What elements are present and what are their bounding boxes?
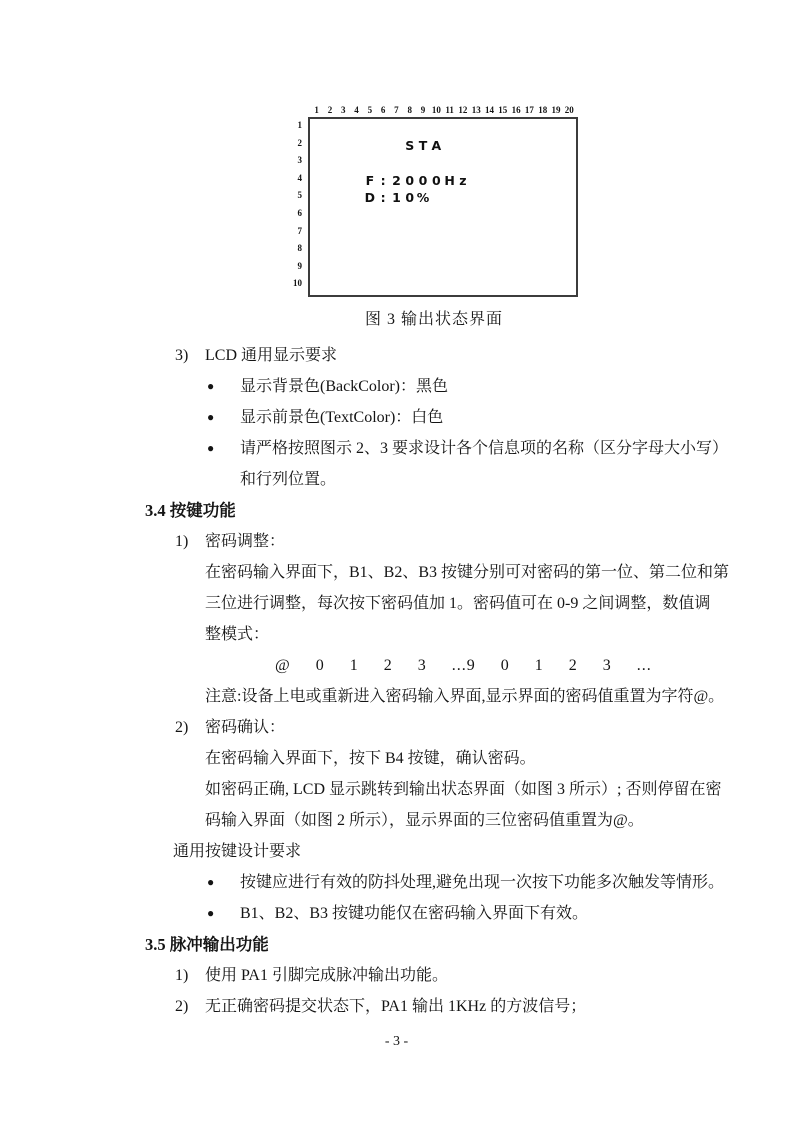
- bullet-icon: ●: [207, 441, 215, 455]
- lcd-char: 2: [392, 172, 401, 188]
- numbered-item: [175, 340, 793, 371]
- item-text: 密码确认：: [205, 719, 286, 736]
- lcd-text-line: [363, 172, 469, 190]
- lcd-char: 0: [431, 172, 441, 188]
- paragraph-line: 三位进行调整，每次按下密码值加 1。密码值可在 0-9 之间调整，数值调: [205, 595, 711, 612]
- grid-row-label: 5: [297, 190, 302, 201]
- grid-col-label: 16: [511, 105, 521, 115]
- grid-col-label: 17: [524, 105, 534, 115]
- paragraph-line: 注意:设备上电或重新进入密码输入界面,显示界面的密码值重置为字符@。: [205, 688, 725, 705]
- lcd-char: 1: [392, 190, 401, 206]
- grid-row-labels: [288, 117, 308, 297]
- grid-col-label: 3: [340, 105, 346, 115]
- numbered-item: [175, 960, 793, 991]
- paragraph-line: 码输入界面（如图 2 所示），显示界面的三位密码值重置为@。: [205, 812, 644, 829]
- lcd-text-line: [403, 137, 443, 155]
- numbered-item: [175, 526, 793, 557]
- section-heading: 3.5 脉冲输出功能: [145, 935, 269, 954]
- grid-col-label: 7: [394, 105, 399, 115]
- bullet-line: 显示前景色(TextColor)：白色: [240, 409, 444, 426]
- subsection-label: 通用按键设计要求: [173, 843, 302, 860]
- grid-row-label: 2: [297, 137, 302, 148]
- grid-col-label: 5: [367, 105, 373, 115]
- grid-col-label: 20: [564, 105, 574, 115]
- item-text: 使用 PA1 引脚完成脉冲输出功能。: [205, 967, 448, 984]
- bullet-lines: [240, 867, 724, 898]
- grid-column-labels: [310, 103, 580, 117]
- value-sequence: @ 0 1 2 3 ...9 0 1 2 3 ...: [275, 657, 652, 674]
- lcd-char: S: [405, 137, 415, 153]
- paragraph-line: 如密码正确, LCD 显示跳转到输出状态界面（如图 3 所示）; 否则停留在密: [205, 781, 722, 798]
- bullet-line: 显示背景色(BackColor)：黑色: [240, 378, 448, 395]
- document-body: [0, 340, 793, 1022]
- lcd-char: z: [459, 172, 467, 188]
- lcd-char: F: [365, 172, 375, 188]
- bullet-item: [207, 867, 793, 898]
- lcd-char: 0: [418, 172, 428, 188]
- lcd-char: 0: [405, 190, 415, 206]
- bullet-item: [207, 371, 793, 402]
- grid-col-label: 2: [327, 105, 333, 115]
- lcd-grid: [288, 117, 580, 297]
- item-number: 1): [175, 967, 189, 984]
- grid-col-label: 12: [458, 105, 468, 115]
- lcd-char: H: [444, 172, 455, 188]
- numbered-item: [175, 712, 793, 743]
- item-number: 1): [175, 533, 189, 550]
- grid-row-label: 9: [297, 260, 302, 271]
- bullet-item: [207, 402, 793, 433]
- item-text: 密码调整：: [205, 533, 286, 550]
- paragraph-line: 在密码输入界面下，按下 B4 按键，确认密码。: [205, 750, 536, 767]
- lcd-text-line: [363, 189, 429, 207]
- section-heading: 3.4 按键功能: [145, 501, 236, 520]
- grid-row-label: 8: [297, 243, 302, 254]
- grid-col-label: 15: [498, 105, 508, 115]
- lcd-char: :: [380, 190, 386, 206]
- bullet-lines: [240, 898, 588, 929]
- paragraph-line: 在密码输入界面下，B1、B2、B3 按键分别可对密码的第一位、第二位和第: [205, 564, 730, 581]
- grid-col-label: 14: [485, 105, 494, 115]
- lcd-char: A: [431, 137, 442, 153]
- grid-col-label: 19: [551, 105, 561, 115]
- item-number: 2): [175, 719, 189, 736]
- lcd-char: T: [418, 137, 428, 153]
- grid-col-label: 8: [407, 105, 412, 115]
- grid-col-label: 10: [431, 105, 441, 115]
- bullet-icon: ●: [207, 410, 215, 424]
- grid-row-label: 3: [297, 155, 302, 166]
- lcd-char: %: [416, 190, 430, 206]
- item-text: 无正确密码提交状态下，PA1 输出 1KHz 的方波信号；: [205, 998, 587, 1015]
- grid-row-label: 7: [297, 225, 302, 236]
- grid-col-label: 11: [445, 105, 454, 115]
- bullet-line: 请严格按照图示 2、3 要求设计各个信息项的名称（区分字母大小写）: [240, 440, 729, 457]
- paragraph-line: 整模式：: [205, 626, 270, 643]
- bullet-icon: ●: [207, 379, 215, 393]
- bullet-line: 和行列位置。: [240, 471, 337, 488]
- bullet-lines: [240, 371, 448, 402]
- bullet-lines: [240, 402, 443, 433]
- grid-col-label: 1: [314, 105, 319, 115]
- grid-col-label: 4: [354, 105, 359, 115]
- bullet-item: [207, 433, 793, 495]
- grid-row-label: 4: [297, 172, 302, 183]
- grid-col-label: 9: [420, 105, 426, 115]
- bullet-item: [207, 898, 793, 929]
- bullet-lines: [240, 433, 728, 495]
- lcd-char: 0: [405, 172, 415, 188]
- bullet-icon: ●: [207, 875, 215, 889]
- item-text: LCD 通用显示要求: [205, 347, 338, 364]
- item-number: 3): [175, 347, 189, 364]
- grid-row-label: 1: [297, 120, 302, 130]
- grid-row-label: 6: [297, 207, 302, 218]
- grid-col-label: 18: [538, 105, 548, 115]
- grid-col-label: 6: [380, 105, 386, 115]
- numbered-item: [175, 991, 793, 1022]
- lcd-screen: [308, 117, 578, 297]
- grid-row-label: 10: [293, 278, 302, 289]
- bullet-line: 按键应进行有效的防抖处理,避免出现一次按下功能多次触发等情形。: [240, 874, 725, 891]
- lcd-char: D: [364, 190, 376, 206]
- bullet-line: B1、B2、B3 按键功能仅在密码输入界面下有效。: [240, 905, 589, 922]
- item-number: 2): [175, 998, 189, 1015]
- grid-col-label: 13: [471, 105, 481, 115]
- lcd-figure: [288, 103, 580, 329]
- bullet-icon: ●: [207, 906, 215, 920]
- page-number-footer: - 3 -: [384, 1034, 409, 1049]
- figure-caption: 图 3 输出状态界面: [364, 311, 503, 328]
- lcd-char: :: [380, 172, 386, 188]
